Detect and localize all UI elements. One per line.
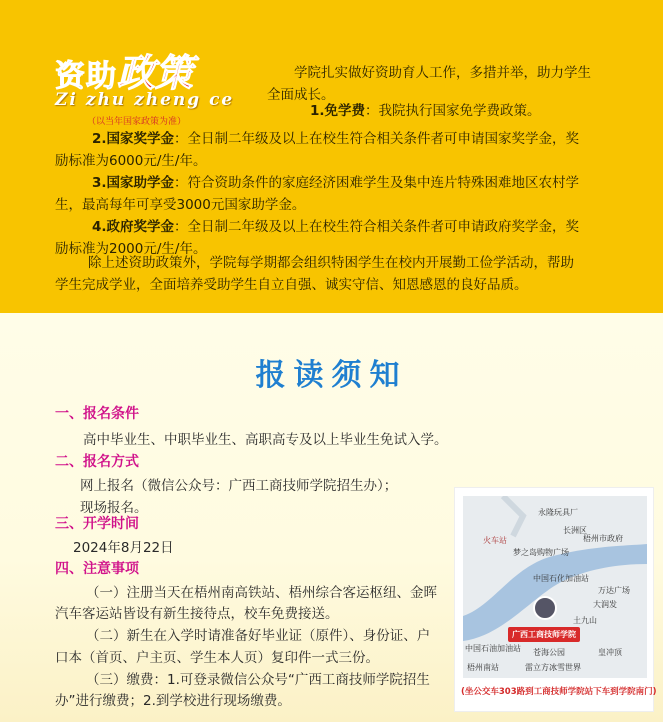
section-text: 现场报名。 [80,500,148,516]
location-map [454,487,657,712]
logo-accent: 政策 [117,50,194,95]
section-heading: 三、开学时间 [55,516,139,532]
aid-policy-logo [55,42,235,127]
map-caption: (坐公交车303路到工商技师学院站下车到学院南门) [461,687,657,697]
section-heading: 二、报名方式 [55,454,139,470]
map-label: 长洲区 [563,526,587,535]
notice-line: （一）注册当天在梧州南高铁站、梧州综合客运枢纽、金晖 [86,585,437,601]
campus-photo-marker[interactable] [533,596,557,620]
policy-item-3: 3.国家助学金：符合资助条件的家庭经济困难学生及集中连片特殊困难地区农村学 [92,175,580,191]
map-label: 雷立方冰雪世界 [525,663,581,672]
policy-item-1: 1.免学费：我院执行国家免学费政策。 [310,103,541,119]
policy-item-3-cont: 生，最高每年可享受3000元国家助学金。 [55,197,306,213]
map-label: 中国石油加油站 [465,644,521,653]
outro-line: 除上述资助政策外，学院每学期都会组织特困学生在校内开展勤工俭学活动，帮助 [88,255,574,271]
notice-line: 口本（首页、户主页、学生本人页）复印件一式三份。 [55,650,379,666]
section-text: 高中毕业生、中职毕业生、高职高专及以上毕业生免试入学。 [83,432,448,448]
map-label: 梧州市政府 [583,534,623,543]
section-text: 网上报名（微信公众号：广西工商技师学院招生办）； [80,478,398,494]
logo-note: （以当年国家政策为准） [87,117,187,127]
policy-item-4: 4.政府奖学金：全日制二年级及以上在校生符合相关条件者可申请政府奖学金，奖 [92,219,580,235]
financial-aid-section [0,0,663,313]
map-label: 梧州南站 [467,663,499,672]
notice-line: （三）缴费：1.可登录微信公众号“广西工商技师学院招生 [86,672,430,688]
logo-main: 资助 [55,59,117,94]
section-heading: 一、报名条件 [55,406,139,422]
map-label: 永隆玩具厂 [538,508,578,517]
intro-line: 学院扎实做好资助育人工作，多措并举，助力学生 [294,65,591,81]
map-label: 大润发 [593,600,617,609]
policy-item-2: 2.国家奖学金：全日制二年级及以上在校生符合相关条件者可申请国家奖学金，奖 [92,131,580,147]
logo-pinyin: Zi zhu zheng ce [55,90,235,110]
map-label: 火车站 [483,536,507,545]
school-marker[interactable]: 广西工商技师学院 [508,627,580,642]
notice-line: 办”进行缴费；2.到学校进行现场缴费。 [55,693,291,709]
notice-line: （二）新生在入学时请准备好毕业证（原件）、身份证、户 [86,628,431,644]
map-label: 中国石化加油站 [533,574,589,583]
map-label: 苍海公园 [533,648,565,657]
notice-line: 汽车客运站皆设有新生接待点，校车免费接送。 [55,606,339,622]
map-image [463,496,647,678]
section-text: 2024年8月22日 [73,540,174,556]
map-label: 土九山 [573,616,597,625]
map-label: 皇冲顶 [598,648,622,657]
policy-item-2-cont: 励标准为6000元/生/年。 [55,153,207,169]
map-label: 梦之岛购物广场 [513,548,569,557]
section-heading: 四、注意事项 [55,561,139,577]
outro-line: 学生完成学业，全面培养受助学生自立自强、诚实守信、知恩感恩的良好品质。 [55,277,528,293]
map-label: 万达广场 [598,586,630,595]
notice-title: 报读须知 [255,358,408,393]
intro-line: 全面成长。 [267,87,335,103]
policy-item-4-cont: 励标准为2000元/生/年。 [55,241,207,257]
